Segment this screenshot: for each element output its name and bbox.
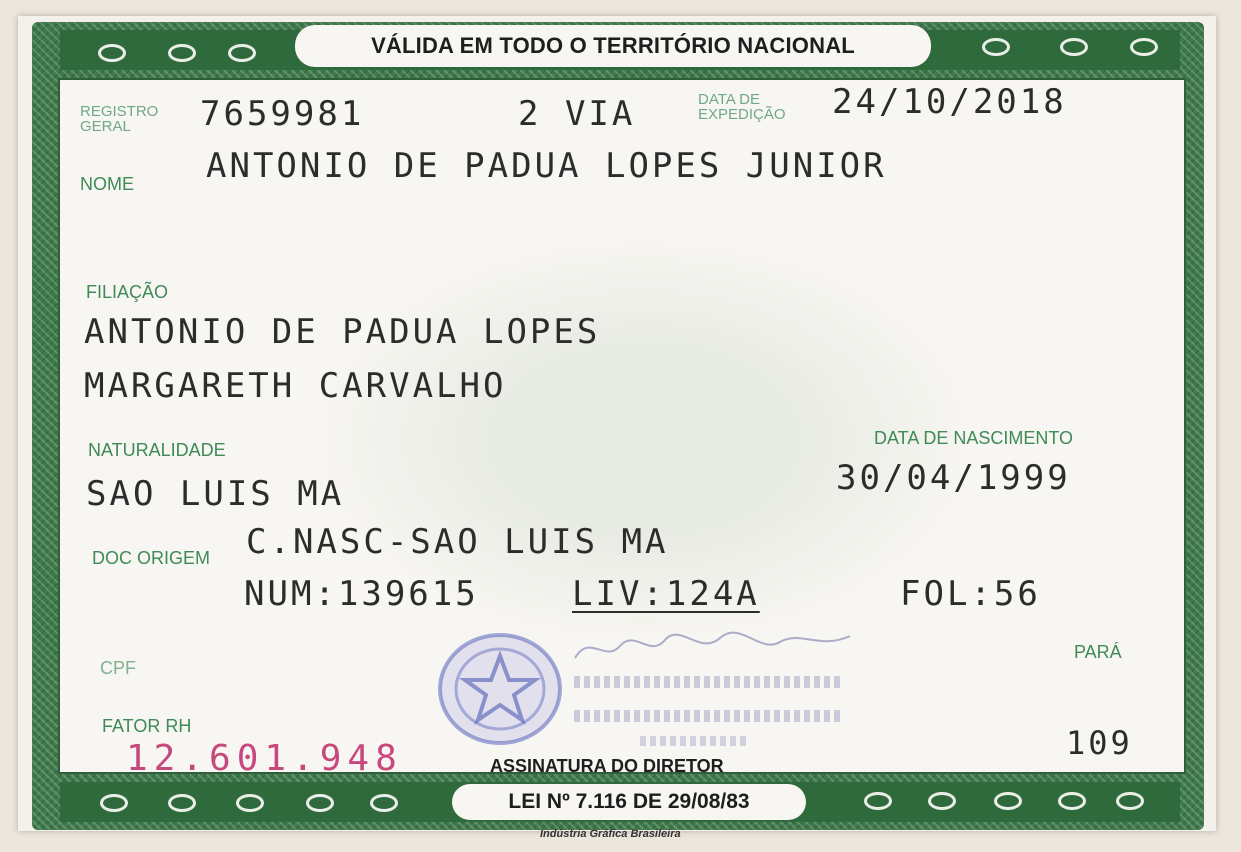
para-label: PARÁ xyxy=(1074,642,1122,662)
via-value: 2 VIA xyxy=(518,94,636,134)
ornament-oval-icon xyxy=(982,38,1010,56)
naturalidade-value: SAO LUIS MA xyxy=(86,474,345,514)
cpf-label: CPF xyxy=(100,658,136,678)
filiacao-pai: ANTONIO DE PADUA LOPES xyxy=(84,312,601,352)
expedicao-label: DATA DE EXPEDIÇÃO xyxy=(698,91,786,123)
registro-label: REGISTRO GERAL xyxy=(80,103,159,135)
nome-value: ANTONIO DE PADUA LOPES JUNIOR xyxy=(206,146,887,186)
nascimento-value: 30/04/1999 xyxy=(836,458,1071,498)
ornament-oval-icon xyxy=(994,792,1022,810)
ornament-oval-icon xyxy=(236,794,264,812)
signature-stamp-line-2 xyxy=(574,710,844,722)
ornament-oval-icon xyxy=(306,794,334,812)
nascimento-label: DATA DE NASCIMENTO xyxy=(874,428,1074,448)
ornament-oval-icon xyxy=(1116,792,1144,810)
ornament-oval-icon xyxy=(1130,38,1158,56)
signature-scribble-icon xyxy=(570,628,860,668)
registro-value: 7659981 xyxy=(200,94,365,134)
doc-origem-line1: C.NASC-SAO LUIS MA xyxy=(246,522,669,562)
doc-origem-label: DOC ORIGEM xyxy=(92,548,211,568)
ornament-oval-icon xyxy=(1060,38,1088,56)
fator-rh-label: FATOR RH xyxy=(102,716,192,736)
ornament-oval-icon xyxy=(1058,792,1086,810)
law-banner: LEI Nº 7.116 DE 29/08/83 xyxy=(452,784,806,820)
filiacao-label: FILIAÇÃO xyxy=(86,282,169,302)
validity-banner: VÁLIDA EM TODO O TERRITÓRIO NACIONAL xyxy=(295,25,931,67)
filiacao-mae: MARGARETH CARVALHO xyxy=(84,366,507,406)
ornament-oval-icon xyxy=(370,794,398,812)
director-signature-label: ASSINATURA DO DIRETOR xyxy=(490,756,724,776)
director-signature xyxy=(570,628,860,748)
serial-number: 12.601.948 xyxy=(126,738,403,779)
page-number: 109 xyxy=(1066,724,1133,762)
ornament-oval-icon xyxy=(98,44,126,62)
doc-liv: LIV:124A xyxy=(572,574,760,614)
ornament-oval-icon xyxy=(168,794,196,812)
doc-num: NUM:139615 xyxy=(244,574,479,614)
signature-stamp-line-1 xyxy=(574,676,844,688)
ornament-oval-icon xyxy=(228,44,256,62)
naturalidade-label: NATURALIDADE xyxy=(88,440,226,460)
ornament-oval-icon xyxy=(100,794,128,812)
nome-label: NOME xyxy=(80,174,134,194)
ornament-oval-icon xyxy=(168,44,196,62)
signature-stamp-line-3 xyxy=(640,736,750,746)
expedicao-value: 24/10/2018 xyxy=(832,82,1067,122)
doc-fol: FOL:56 xyxy=(900,574,1041,614)
police-seal-icon xyxy=(435,630,565,748)
ornament-oval-icon xyxy=(928,792,956,810)
ornament-oval-icon xyxy=(864,792,892,810)
printer-brand: Indústria Gráfica Brasileira xyxy=(540,828,681,840)
